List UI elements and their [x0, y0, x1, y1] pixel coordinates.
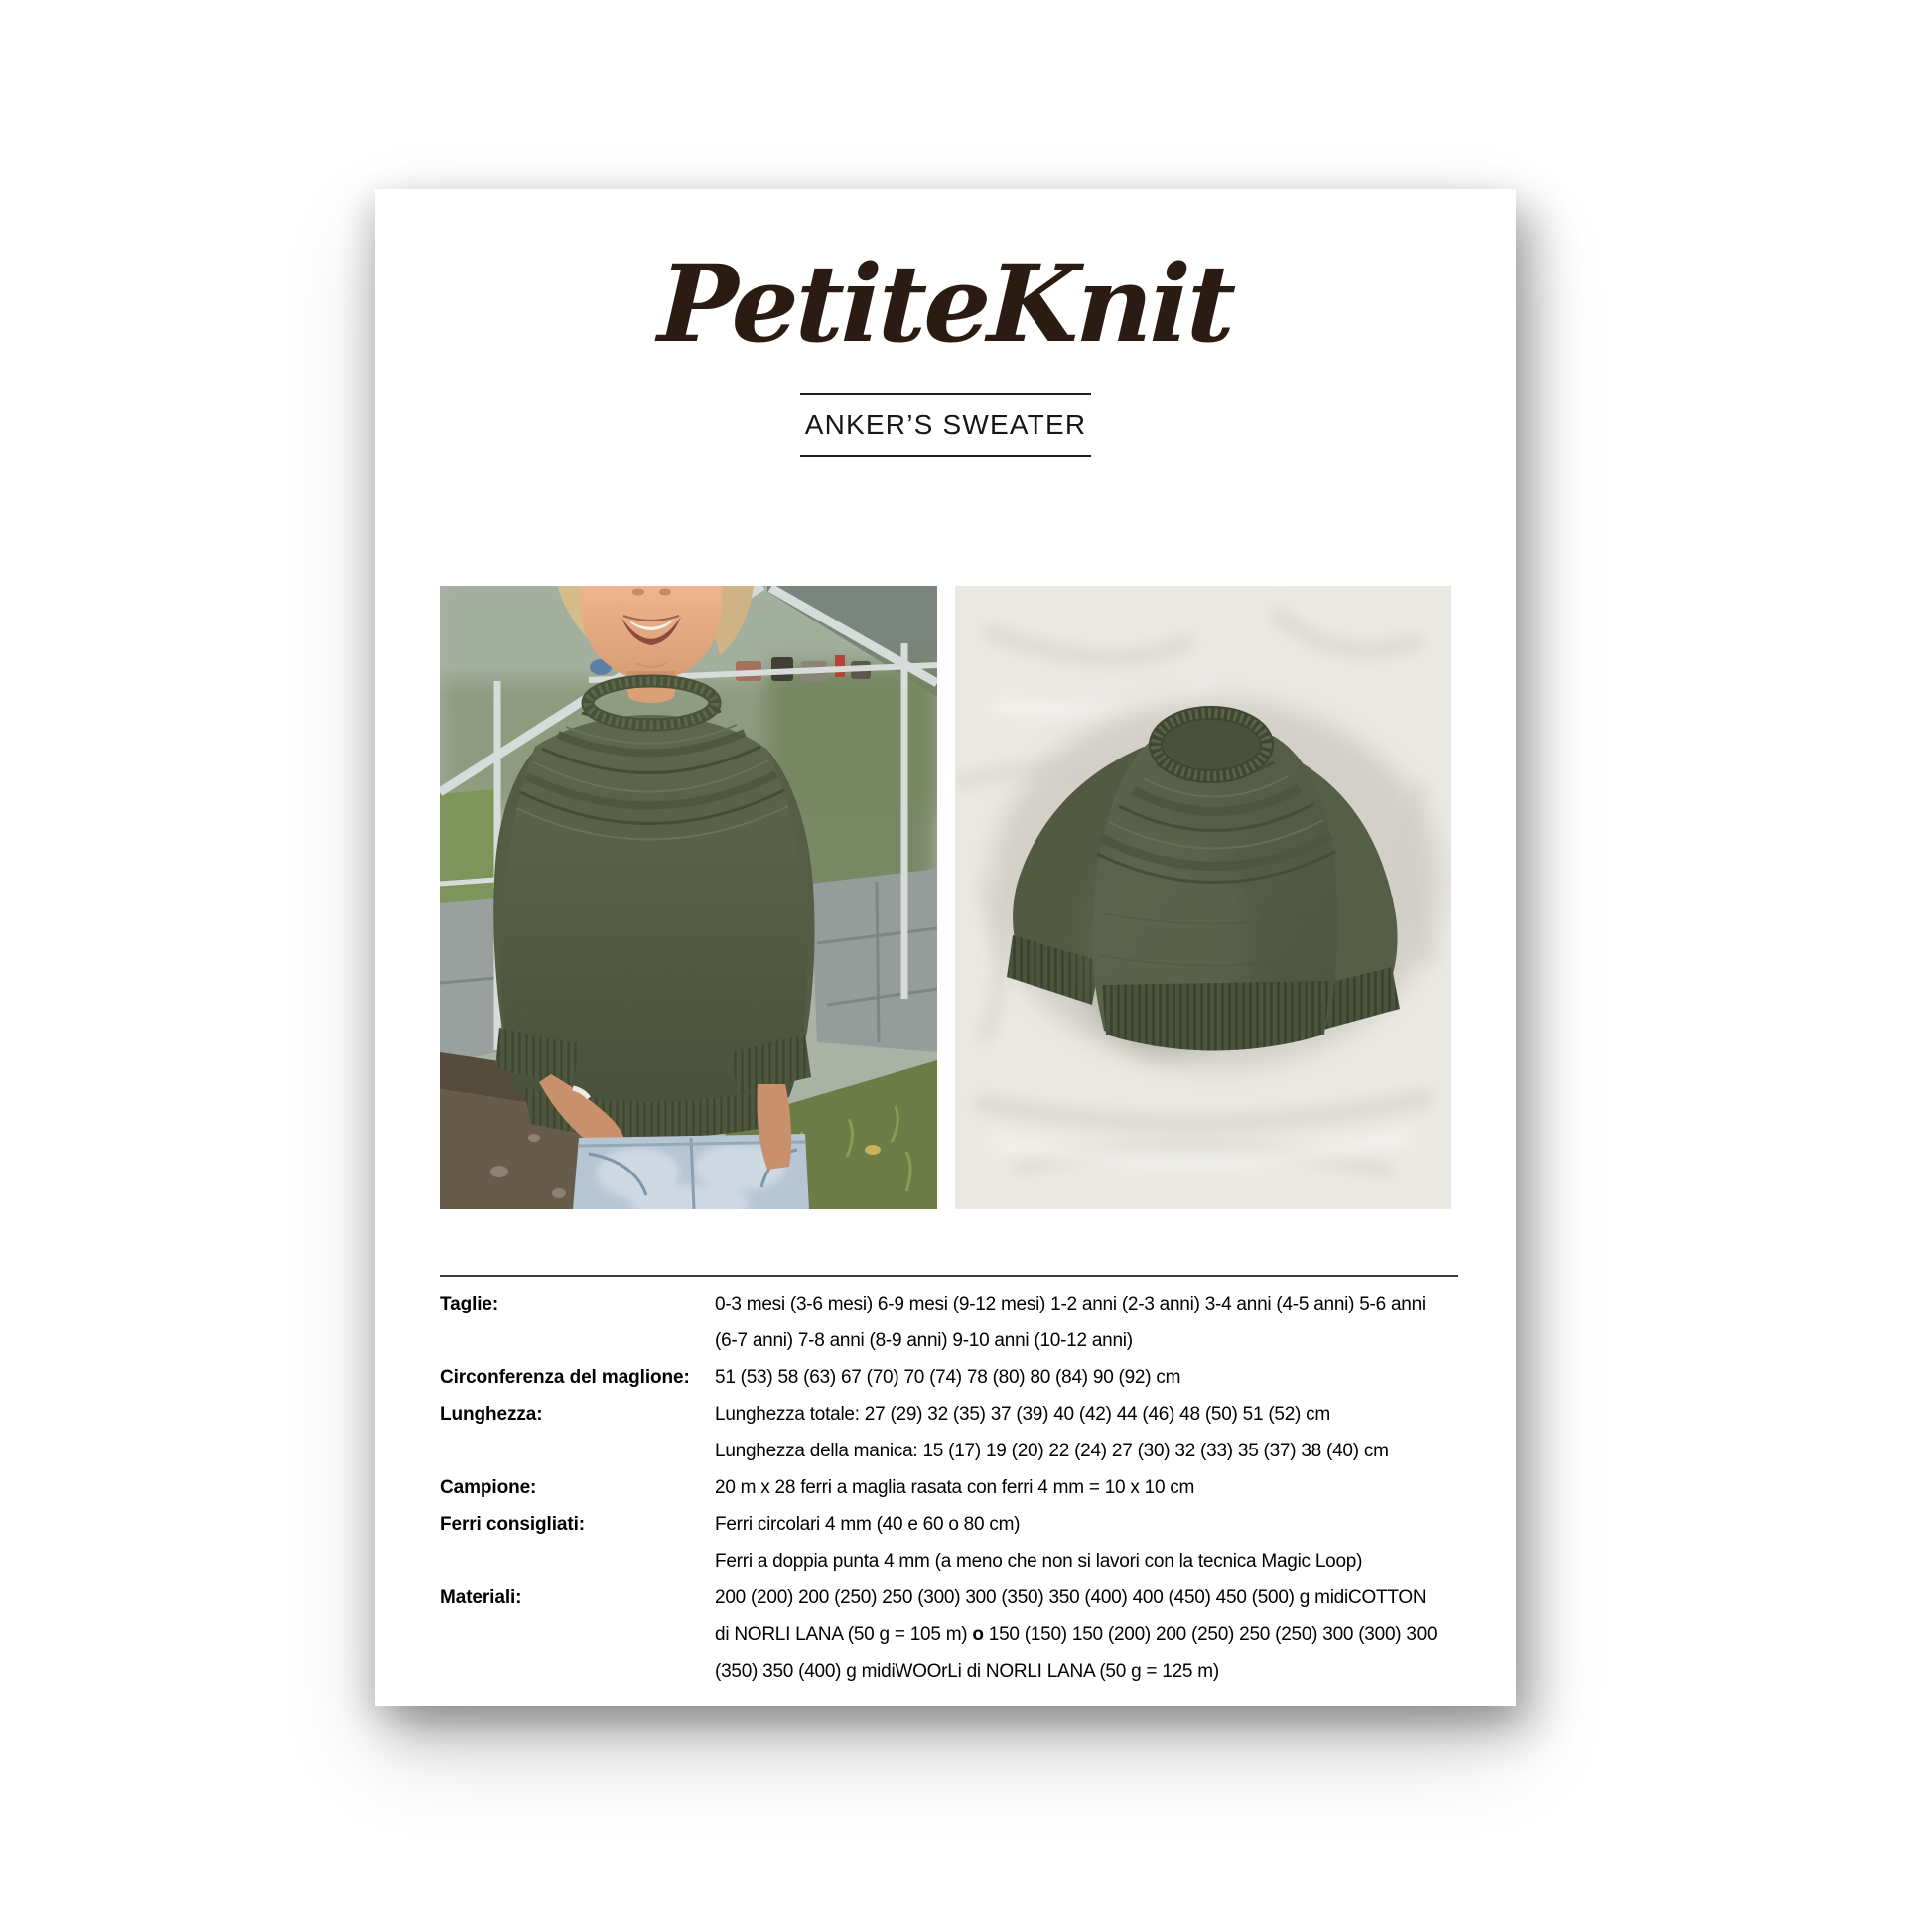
spec-value: Ferri circolari 4 mm (40 e 60 o 80 cm) — [715, 1513, 1021, 1535]
spec-line-needles-1 — [440, 1506, 1458, 1543]
pattern-title-block — [800, 393, 1091, 457]
sweater — [493, 681, 814, 1138]
spec-label: Materiali: — [440, 1587, 522, 1608]
spec-divider-rule — [440, 1275, 1458, 1277]
spec-label: Lunghezza: — [440, 1403, 543, 1425]
nostril-left — [632, 589, 644, 596]
brand-logo: PetiteKnit — [656, 240, 1235, 365]
spec-line-sizes-1 — [440, 1286, 1458, 1322]
pattern-title: ANKER’S SWEATER — [804, 409, 1087, 440]
materials-or: o — [972, 1623, 984, 1645]
spec-line-materials-3 — [440, 1653, 1458, 1690]
spec-line-circumference — [440, 1359, 1458, 1396]
spec-value: 200 (200) 200 (250) 250 (300) 300 (350) 350 (400) 400 (450) 450 (500) g midiCOTTON — [715, 1587, 1427, 1608]
spec-line-sizes-2 — [440, 1322, 1458, 1359]
spec-value: Lunghezza totale: 27 (29) 32 (35) 37 (39) 40 (42) 44 (46) 48 (50) 51 (52) cm — [715, 1403, 1330, 1425]
spec-value: (350) 350 (400) g midiWOOrLi di NORLI LANA (50 g = 125 m) — [715, 1660, 1219, 1682]
spec-line-gauge — [440, 1469, 1458, 1506]
materials-pre: di NORLI LANA (50 g = 105 m) — [715, 1623, 973, 1645]
spec-value: Lunghezza della manica: 15 (17) 19 (20) 22 (24) 27 (30) 32 (33) 35 (37) 38 (40) cm — [715, 1440, 1389, 1461]
spec-line-needles-2 — [440, 1543, 1458, 1580]
title-rule-bottom — [800, 455, 1091, 457]
spec-label: Ferri consigliati: — [440, 1513, 586, 1535]
photo-boy-illustration — [440, 586, 937, 1209]
spec-value: Ferri a doppia punta 4 mm (a meno che non si lavori con la tecnica Magic Loop) — [715, 1550, 1363, 1572]
spec-value: 0-3 mesi (3-6 mesi) 6-9 mesi (9-12 mesi) 1-2 anni (2-3 anni) 3-4 anni (4-5 anni) 5-6 anni — [715, 1293, 1426, 1314]
photo-row — [440, 586, 1451, 1209]
flat-hem-ribbing — [1102, 981, 1330, 1051]
spec-line-materials-1 — [440, 1580, 1458, 1616]
spec-value: (6-7 anni) 7-8 anni (8-9 anni) 9-10 anni (10-12 anni) — [715, 1329, 1133, 1351]
spec-value — [715, 1624, 1437, 1646]
spec-table — [440, 1275, 1458, 1690]
photo-flatlay-illustration — [955, 586, 1451, 1209]
spec-label: Circonferenza del maglione: — [440, 1366, 690, 1388]
spec-label: Campione: — [440, 1476, 537, 1498]
spec-line-materials-2 — [440, 1616, 1458, 1653]
spec-line-length-2 — [440, 1433, 1458, 1469]
yellow-leaf — [865, 1145, 881, 1155]
photo-sweater-flat-lay — [955, 586, 1451, 1209]
spec-label: Taglie: — [440, 1293, 499, 1314]
nostril-right — [659, 589, 671, 596]
materials-post: 150 (150) 150 (200) 200 (250) 250 (250) 300 (300) 300 — [983, 1623, 1438, 1645]
photo-boy-in-greenhouse — [440, 586, 937, 1209]
pattern-page — [375, 189, 1516, 1706]
spec-value: 51 (53) 58 (63) 67 (70) 70 (74) 78 (80) 80 (84) 90 (92) cm — [715, 1366, 1181, 1388]
spec-rows — [440, 1286, 1458, 1690]
spec-line-length-1 — [440, 1396, 1458, 1433]
spec-value: 20 m x 28 ferri a maglia rasata con ferri 4 mm = 10 x 10 cm — [715, 1476, 1195, 1498]
